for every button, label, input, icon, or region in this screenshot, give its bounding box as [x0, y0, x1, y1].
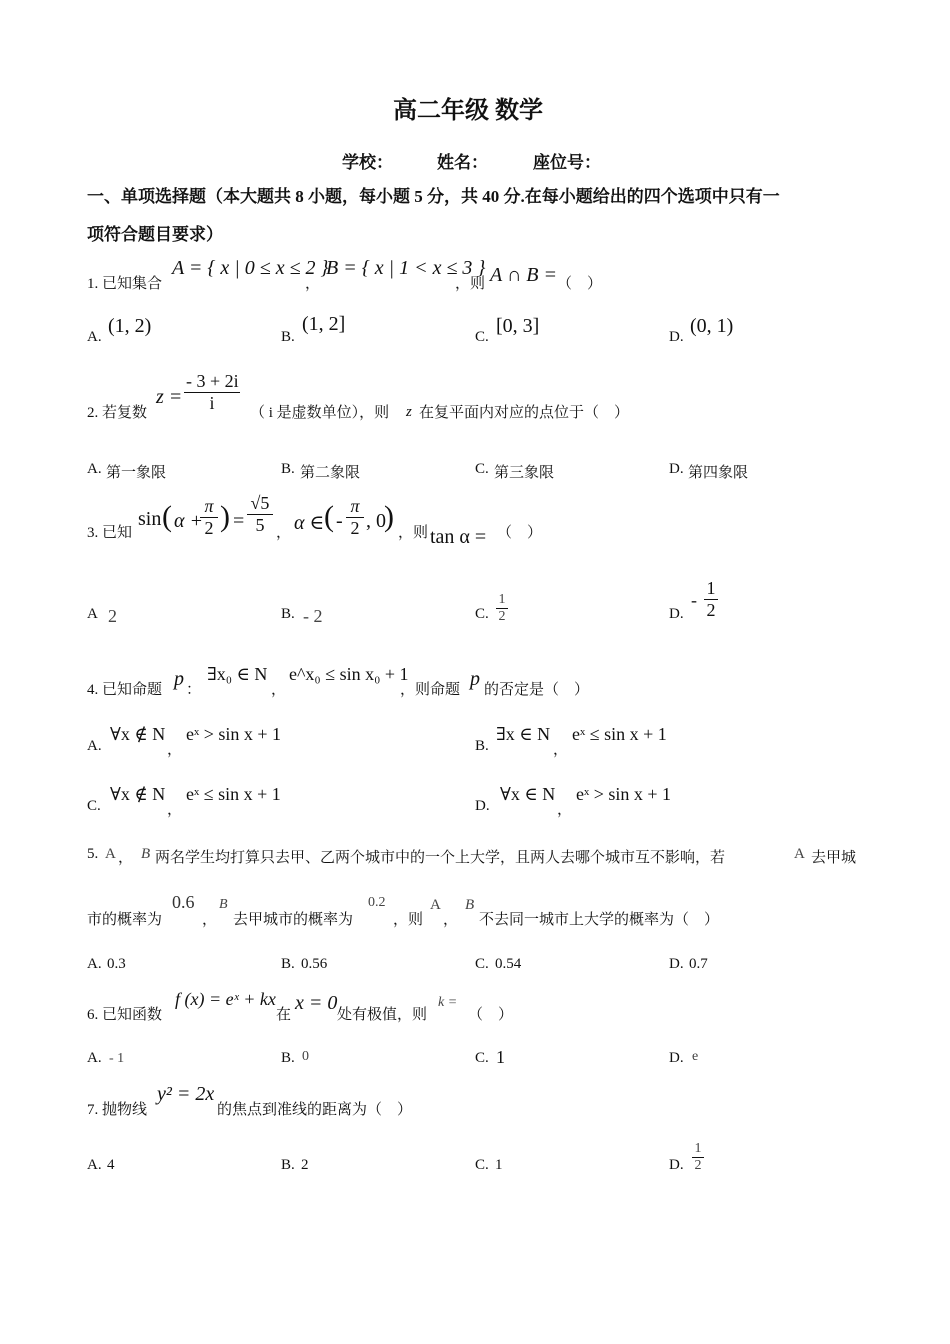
q5-b2: B: [219, 897, 228, 912]
q1-option-b-label: B.: [281, 329, 295, 345]
section-heading-line1: 一、单项选择题（本大题共 8 小题，每小题 5 分，共 40 分.在每小题给出的四个选项中只有一: [87, 187, 780, 206]
q4-option-c-left: ∀x ∉ N: [110, 784, 166, 804]
q5-option-c-label: C.: [475, 956, 489, 972]
q2-denominator: i: [209, 393, 215, 413]
q1-option-c-label: C.: [475, 329, 489, 345]
q6-option-d-label: D.: [669, 1050, 684, 1066]
q4-colon: ：: [186, 682, 202, 698]
q1-option-a-label: A.: [87, 329, 102, 345]
q5-line1-end: 去甲城: [811, 850, 857, 866]
q3-option-d-num: 1: [704, 578, 718, 600]
q5-comma1: ，: [118, 850, 134, 866]
q5-option-b-label: B.: [281, 956, 295, 972]
q3-sqrt5-over-5: [247, 493, 273, 536]
q7-option-d-den: 2: [694, 1158, 702, 1173]
q3-option-d-fraction: [704, 578, 718, 621]
q5-b3: B: [465, 897, 475, 913]
q4-option-b-right: eˣ ≤ sin x + 1: [572, 724, 667, 744]
q7-prefix: 7. 抛物线: [87, 1102, 148, 1118]
q4-rest: 的否定是（ ）: [484, 682, 590, 698]
q6-answer-paren: （ ）: [468, 1007, 514, 1023]
q3-sin: sin: [138, 508, 162, 530]
q3-option-a-label: A: [87, 606, 98, 622]
q2-option-d-value: 第四象限: [688, 465, 749, 481]
q6-x0: x = 0: [295, 992, 338, 1014]
q4-option-c-label: C.: [87, 798, 101, 814]
q3-option-d-neg: -: [691, 590, 697, 610]
q3-option-d-label: D.: [669, 606, 684, 622]
q2-option-a-label: A.: [87, 461, 102, 477]
q3-sqrt5: √5: [247, 493, 273, 515]
q1-set-b: B = { x | 1 < x ≤ 3 }: [326, 257, 486, 279]
q7-option-c-value: 1: [495, 1157, 503, 1173]
q1-option-d-value: (0, 1): [690, 315, 734, 337]
q3-five: 5: [255, 515, 265, 535]
q2-numerator: - 3 + 2i: [186, 371, 239, 391]
q7-option-a-value: 4: [107, 1157, 115, 1173]
q1-set-a: A = { x | 0 ≤ x ≤ 2 }: [172, 257, 329, 279]
q3-option-d-den: 2: [706, 600, 716, 620]
q5-comma2: ，: [202, 912, 218, 928]
q2-option-d-label: D.: [669, 461, 684, 477]
seat-label: 座位号：: [533, 153, 601, 172]
q4-option-a-label: A.: [87, 738, 102, 754]
q4-option-d-comma: ，: [557, 802, 573, 818]
q5-option-a-value: 0.3: [107, 956, 126, 972]
q1-comma: ，: [305, 276, 321, 292]
q4-p2: p: [470, 668, 480, 690]
q4-option-d-right: eˣ > sin x + 1: [576, 784, 672, 804]
q4-option-a-right: eˣ > sin x + 1: [186, 724, 282, 744]
q5-option-d-value: 0.7: [689, 956, 708, 972]
q3-pi-2: π: [346, 496, 364, 518]
q4-inequality: e^x₀ ≤ sin x₀ + 1: [289, 664, 409, 684]
q4-option-a-left: ∀x ∉ N: [110, 724, 166, 744]
q3-interval-left-paren: (: [324, 500, 334, 533]
q5-prob-a: 0.6: [172, 892, 195, 912]
q2-note: （ i 是虚数单位），则: [250, 405, 390, 421]
q3-option-b-value: - 2: [303, 606, 323, 626]
q1-option-c-value: [0, 3]: [496, 315, 540, 337]
q3-alpha-in: α ∈: [294, 512, 325, 534]
q5-b: B: [141, 846, 151, 862]
q1-prefix: 1. 已知集合: [87, 276, 163, 292]
q6-rest: 处有极值，则: [337, 1007, 428, 1023]
q6-option-a-value: - 1: [109, 1051, 125, 1066]
q3-left-paren: (: [162, 500, 172, 533]
q7-option-b-label: B.: [281, 1157, 295, 1173]
q5-a: A: [105, 846, 116, 862]
q2-prefix: 2. 若复数: [87, 405, 148, 421]
page-title: 高二年级 数学: [393, 98, 543, 124]
q6-prefix: 6. 已知函数: [87, 1007, 163, 1023]
q6-function: f (x) = eˣ + kx: [175, 989, 276, 1009]
q4-option-a-comma: ，: [167, 742, 183, 758]
q5-comma3: ，: [443, 912, 459, 928]
q3-interval-right-paren: ): [384, 500, 394, 533]
q1-then: ，则: [455, 276, 486, 292]
q3-zero: , 0: [366, 510, 386, 532]
q5-option-d-label: D.: [669, 956, 684, 972]
q1-option-b-value: (1, 2]: [302, 313, 346, 335]
q3-comma: ，: [276, 525, 292, 541]
q2-z: z: [406, 404, 412, 420]
q7-option-d-num: 1: [692, 1141, 704, 1158]
q3-answer-paren: （ ）: [497, 525, 543, 541]
q6-option-c-value: 1: [496, 1047, 505, 1067]
q3-two-2: 2: [350, 518, 360, 538]
q4-then: ，则命题: [400, 682, 461, 698]
school-label: 学校：: [342, 153, 393, 172]
q2-z-equals: z =: [156, 386, 183, 408]
q3-option-c-fraction: [496, 592, 508, 625]
q5-line2-text: 去甲城市的概率为: [233, 912, 354, 928]
q5-a3: A: [430, 897, 441, 913]
q7-equation: y² = 2x: [157, 1083, 215, 1105]
q3-option-c-num: 1: [496, 592, 508, 609]
q4-option-c-comma: ，: [167, 802, 183, 818]
q3-neg-pi-over-2: [346, 496, 364, 539]
q6-option-d-value: e: [692, 1049, 699, 1064]
q2-rest: 在复平面内对应的点位于（ ）: [419, 405, 630, 421]
q4-option-b-comma: ，: [553, 742, 569, 758]
q3-equals: =: [233, 510, 245, 532]
q5-prob-b: 0.2: [368, 895, 386, 910]
q6-option-a-label: A.: [87, 1050, 102, 1066]
q5-line2-end: 不去同一城市上大学的概率为（ ）: [479, 912, 720, 928]
q2-option-a-value: 第一象限: [106, 465, 167, 481]
section-heading-line2: 项符合题目要求）: [87, 225, 223, 244]
q5-option-b-value: 0.56: [301, 956, 328, 972]
q3-neg: -: [336, 510, 343, 532]
q7-option-d-label: D.: [669, 1157, 684, 1173]
q6-option-b-value: 0: [302, 1049, 309, 1064]
q1-expression: A ∩ B =: [490, 264, 558, 286]
q5-line1-text: 两名学生均打算只去甲、乙两个城市中的一个上大学，且两人去哪个城市互不影响，若: [155, 850, 726, 866]
name-label: 姓名：: [437, 153, 488, 172]
q6-k: k =: [438, 995, 458, 1010]
q3-prefix: 3. 已知: [87, 525, 133, 541]
q2-option-b-label: B.: [281, 461, 295, 477]
q3-tan: tan α =: [430, 526, 487, 548]
q7-rest: 的焦点到准线的距离为（ ）: [217, 1102, 413, 1118]
q2-option-b-value: 第二象限: [300, 465, 361, 481]
q4-option-d-left: ∀x ∈ N: [500, 784, 556, 804]
q5-option-a-label: A.: [87, 956, 102, 972]
q6-option-c-label: C.: [475, 1050, 489, 1066]
q7-option-a-label: A.: [87, 1157, 102, 1173]
q4-option-d-label: D.: [475, 798, 490, 814]
q7-option-c-label: C.: [475, 1157, 489, 1173]
q3-option-c-label: C.: [475, 606, 489, 622]
q4-option-c-right: eˣ ≤ sin x + 1: [186, 784, 281, 804]
q3-two: 2: [204, 518, 214, 538]
q3-right-paren: ): [220, 500, 230, 533]
q3-then: ，则: [398, 525, 429, 541]
q6-at: 在: [276, 1007, 292, 1023]
q4-option-b-left: ∃x ∈ N: [496, 724, 551, 744]
q3-alpha-plus: α +: [174, 510, 203, 532]
q3-option-c-den: 2: [498, 609, 506, 624]
q2-fraction: [184, 371, 240, 414]
q4-exists: ∃x₀ ∈ N: [207, 664, 268, 684]
q4-prefix: 4. 已知命题: [87, 682, 163, 698]
q1-option-a-value: (1, 2): [108, 315, 152, 337]
q3-option-b-label: B.: [281, 606, 295, 622]
q5-then: ，则: [393, 912, 424, 928]
q3-pi-over-2: [200, 496, 218, 539]
q2-option-c-value: 第三象限: [494, 465, 555, 481]
q5-number: 5.: [87, 846, 99, 862]
q2-option-c-label: C.: [475, 461, 489, 477]
q7-option-d-fraction: [692, 1141, 704, 1174]
q7-option-b-value: 2: [301, 1157, 309, 1173]
q5-option-c-value: 0.54: [495, 956, 522, 972]
q5-line2-start: 市的概率为: [87, 912, 163, 928]
q1-answer-paren: （ ）: [557, 276, 603, 292]
q1-option-d-label: D.: [669, 329, 684, 345]
q3-option-a-value: 2: [108, 606, 117, 626]
q4-p: p: [174, 668, 184, 690]
q4-comma: ，: [271, 682, 287, 698]
q3-pi: π: [200, 496, 218, 518]
q6-option-b-label: B.: [281, 1050, 295, 1066]
q4-option-b-label: B.: [475, 738, 489, 754]
q5-a2: A: [794, 846, 805, 862]
